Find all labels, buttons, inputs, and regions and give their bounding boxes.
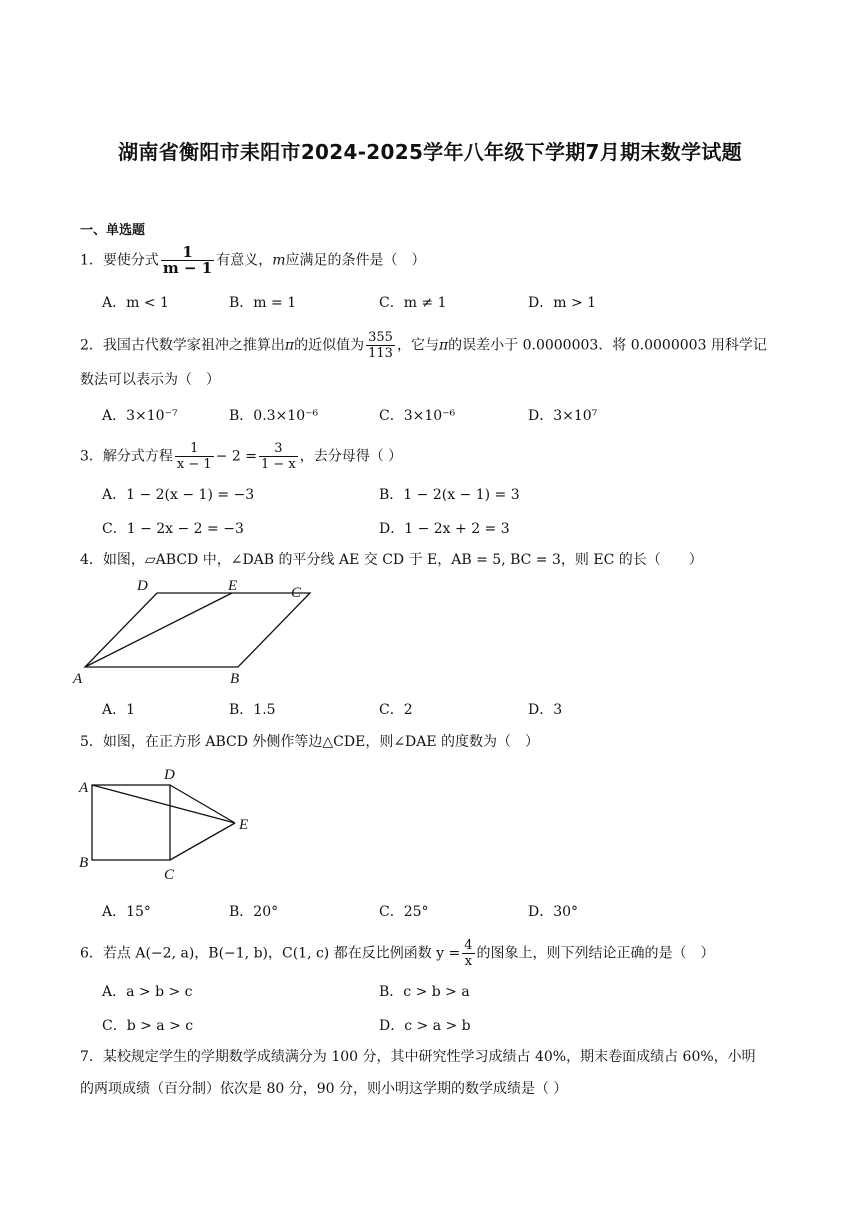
label-b: B — [79, 855, 89, 871]
option-a: A．1 − 2(x − 1) = −3 — [102, 487, 255, 503]
label-e: E — [228, 578, 238, 594]
question-3: 3．解分式方程 $\frac{1}{x - 1}$ − 2 = $\frac{3}{1 - x}$ ，去分母得（ ） — [80, 441, 403, 472]
option-a: A．3×10⁻⁷ — [102, 408, 178, 424]
option-a: A．15° — [102, 904, 151, 920]
option-b: B．1 − 2(x − 1) = 3 — [379, 487, 520, 503]
question-6: 6．若点 A(−2, a)，B(−1, b)，C(1, c) 都在反比例函数 y = $\frac{4}{x}$ 的图象上，则下列结论正确的是（ ） — [80, 938, 715, 969]
option-a: A．a > b > c — [102, 984, 193, 1000]
option-b: B．m = 1 — [229, 295, 297, 311]
question-5: 5．如图，在正方形 ABCD 外侧作等边△CDE，则∠DAE 的度数为（ ） — [80, 734, 540, 750]
question-4: 4．如图，▱ABCD 中，∠DAB 的平分线 AE 交 CD 于 E，AB = 5, BC = 3，则 EC 的长（ ） — [80, 552, 703, 568]
question-7-line2: 的两项成绩（百分制）依次是 80 分，90 分，则小明这学期的数学成绩是（ ） — [80, 1081, 568, 1097]
question-1: 1．要使分式 $\frac{1}{m - 1}$ 有意义，m应满足的条件是（ ） — [80, 243, 426, 277]
label-d: D — [137, 578, 148, 594]
question-2: 2．我国古代数学家祖冲之推算出π的近似值为 $\frac{355}{113}$ ，它与π的误差小于 0.0000003．将 0.0000003 用科学记 — [80, 330, 767, 361]
section-heading: 一、单选题 — [80, 223, 146, 238]
option-c: C．3×10⁻⁶ — [379, 408, 456, 424]
option-c: C．m ≠ 1 — [379, 295, 447, 311]
fraction: $\frac{1}{x - 1}$ — [176, 441, 212, 472]
option-c: C．2 — [379, 702, 413, 718]
label-e: E — [239, 817, 249, 833]
fraction: $\frac{4}{x}$ — [464, 938, 473, 969]
label-a: A — [79, 780, 89, 796]
option-d: D．30° — [528, 904, 579, 920]
fraction: $\frac{355}{113}$ — [368, 330, 393, 361]
option-b: B．c > b > a — [379, 984, 470, 1000]
label-c: C — [164, 867, 175, 883]
parallelogram-figure — [70, 575, 340, 690]
option-d: D．3 — [528, 702, 563, 718]
option-b: B．0.3×10⁻⁶ — [229, 408, 319, 424]
question-number: 1． — [80, 252, 103, 269]
option-d: D．m > 1 — [528, 295, 597, 311]
label-d: D — [164, 767, 175, 783]
option-d: D．3×10⁷ — [528, 408, 598, 424]
question-text: 要使分式 — [102, 252, 159, 269]
fraction: $\frac{3}{1 - x}$ — [260, 441, 296, 472]
option-d: D．1 − 2x + 2 = 3 — [379, 521, 510, 537]
option-b: B．20° — [229, 904, 279, 920]
page-title: 湖南省衡阳市耒阳市2024-2025学年八年级下学期7月期末数学试题 — [118, 140, 742, 164]
question-7: 7．某校规定学生的学期数学成绩满分为 100 分，其中研究性学习成绩占 40%，期末卷面成绩占 60%，小明 — [80, 1049, 756, 1065]
question-2-line2: 数法可以表示为（ ） — [80, 372, 220, 388]
option-a: A．m < 1 — [102, 295, 169, 311]
option-b: B．1.5 — [229, 702, 276, 718]
fraction: $\frac{1}{m - 1}$ — [162, 243, 213, 277]
square-triangle-figure — [70, 760, 270, 885]
option-d: D．c > a > b — [379, 1018, 471, 1034]
label-a: A — [73, 671, 83, 687]
label-b: B — [230, 671, 240, 687]
option-c: C．25° — [379, 904, 429, 920]
option-a: A．1 — [102, 702, 136, 718]
label-c: C — [291, 585, 302, 601]
option-c: C．b > a > c — [102, 1018, 194, 1034]
option-c: C．1 − 2x − 2 = −3 — [102, 521, 244, 537]
